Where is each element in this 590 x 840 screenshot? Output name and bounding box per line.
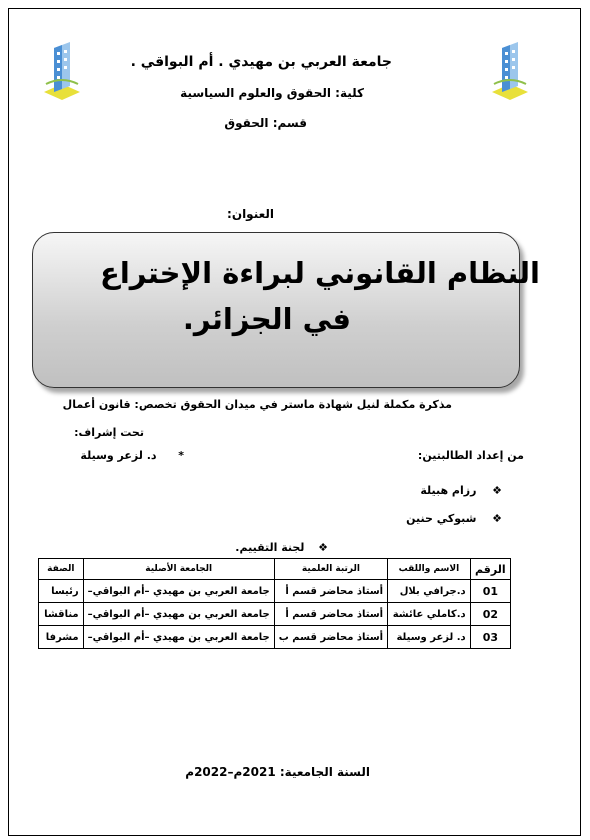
cell-number: 02 bbox=[470, 603, 510, 626]
cell-name: د. لزعر وسيلة bbox=[388, 626, 471, 649]
memo-description: مذكرة مكملة لنيل شهادة ماستر في ميدان الحقوق تخصص: قانون أعمال bbox=[62, 398, 452, 411]
diamond-bullet-icon: ❖ bbox=[492, 512, 502, 525]
diamond-bullet-icon: ❖ bbox=[318, 541, 328, 554]
page-border bbox=[8, 8, 581, 836]
header-rank: الرتبة العلمية bbox=[274, 559, 387, 580]
thesis-title-line-2: في الجزائر. bbox=[182, 302, 351, 336]
cell-number: 01 bbox=[470, 580, 510, 603]
university-logo-right bbox=[488, 40, 532, 102]
department-name: قسم: الحقوق bbox=[224, 116, 307, 130]
header-university: الجامعة الأصلية bbox=[83, 559, 274, 580]
cell-university: جامعة العربي بن مهيدي –أم البواقي– bbox=[83, 580, 274, 603]
cell-role: مناقشا bbox=[39, 603, 84, 626]
prepared-by-label: من إعداد الطالبتين: bbox=[417, 449, 524, 462]
supervisor-name-text: د. لزعر وسيلة bbox=[80, 449, 157, 462]
cell-name: د.كاملي عائشة bbox=[388, 603, 471, 626]
cell-role: رئيسا bbox=[39, 580, 84, 603]
supervision-label: تحت إشراف: bbox=[74, 426, 144, 439]
header-name: الاسم واللقب bbox=[388, 559, 471, 580]
cell-number: 03 bbox=[470, 626, 510, 649]
cell-rank: أستاذ محاضر قسم أ bbox=[274, 603, 387, 626]
supervisor-name bbox=[80, 449, 184, 462]
cell-university: جامعة العربي بن مهيدي –أم البواقي– bbox=[83, 626, 274, 649]
evaluation-committee-table bbox=[38, 558, 511, 649]
cell-university: جامعة العربي بن مهيدي –أم البواقي– bbox=[83, 603, 274, 626]
cell-rank: أستاذ محاضر قسم أ bbox=[274, 580, 387, 603]
student-name: رزام هبيلة bbox=[420, 484, 477, 497]
table-header-row bbox=[39, 559, 511, 580]
university-logo-left bbox=[40, 40, 84, 102]
university-name: جامعة العربي بن مهيدي . أم البواقي . bbox=[130, 54, 392, 70]
header-role: الصفة bbox=[39, 559, 84, 580]
faculty-name: كلية: الحقوق والعلوم السياسية bbox=[180, 86, 364, 100]
student-item bbox=[420, 484, 502, 497]
academic-year: السنة الجامعية: 2021م–2022م bbox=[185, 765, 370, 779]
student-name: شبوكي حنين bbox=[406, 512, 477, 525]
committee-label-text: لجنة التقييم. bbox=[235, 541, 305, 554]
header-number: الرقم bbox=[470, 559, 510, 580]
student-item bbox=[406, 512, 502, 525]
cell-rank: أستاذ محاضر قسم ب bbox=[274, 626, 387, 649]
table-row bbox=[39, 626, 511, 649]
cell-name: د.جرافي بلال bbox=[388, 580, 471, 603]
table-row bbox=[39, 603, 511, 626]
thesis-title-line-1: النظام القانوني لبراءة الإختراع bbox=[100, 256, 540, 290]
supervisor-bullet: * bbox=[178, 449, 184, 462]
diamond-bullet-icon: ❖ bbox=[492, 484, 502, 497]
title-label: العنوان: bbox=[227, 207, 274, 221]
cell-role: مشرفا bbox=[39, 626, 84, 649]
table-row bbox=[39, 580, 511, 603]
committee-label bbox=[235, 541, 328, 554]
